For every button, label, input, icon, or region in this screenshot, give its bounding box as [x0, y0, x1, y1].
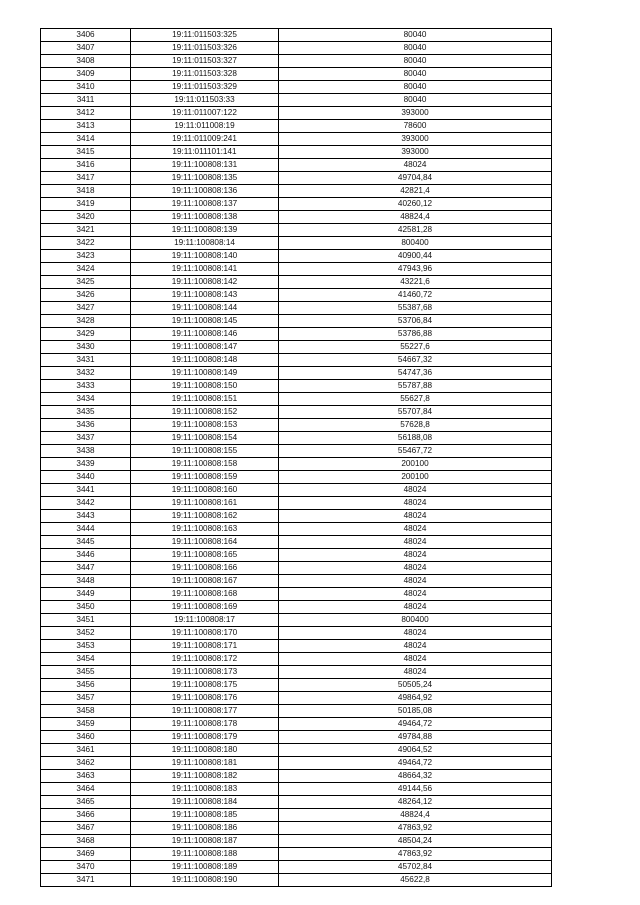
value-cell: 48024 — [279, 523, 552, 536]
cadastral-number-cell: 19:11:100808:188 — [131, 848, 279, 861]
row-number-cell: 3431 — [41, 354, 131, 367]
value-cell: 48024 — [279, 601, 552, 614]
table-row — [41, 822, 552, 835]
row-number-cell: 3446 — [41, 549, 131, 562]
table-row — [41, 874, 552, 887]
table-row — [41, 549, 552, 562]
row-number-cell: 3427 — [41, 302, 131, 315]
table-row — [41, 770, 552, 783]
value-cell: 393000 — [279, 146, 552, 159]
cadastral-value-table — [40, 28, 552, 887]
table-row — [41, 835, 552, 848]
cadastral-number-cell: 19:11:100808:131 — [131, 159, 279, 172]
value-cell: 78600 — [279, 120, 552, 133]
table-row — [41, 458, 552, 471]
value-cell: 49704,84 — [279, 172, 552, 185]
cadastral-number-cell: 19:11:100808:150 — [131, 380, 279, 393]
value-cell: 42581,28 — [279, 224, 552, 237]
cadastral-number-cell: 19:11:100808:187 — [131, 835, 279, 848]
row-number-cell: 3448 — [41, 575, 131, 588]
value-cell: 49864,92 — [279, 692, 552, 705]
table-row — [41, 575, 552, 588]
row-number-cell: 3417 — [41, 172, 131, 185]
table-row — [41, 159, 552, 172]
value-cell: 55787,88 — [279, 380, 552, 393]
cadastral-number-cell: 19:11:100808:144 — [131, 302, 279, 315]
cadastral-number-cell: 19:11:100808:159 — [131, 471, 279, 484]
table-row — [41, 523, 552, 536]
table-row — [41, 614, 552, 627]
row-number-cell: 3428 — [41, 315, 131, 328]
cadastral-number-cell: 19:11:100808:162 — [131, 510, 279, 523]
table-row — [41, 718, 552, 731]
cadastral-number-cell: 19:11:100808:17 — [131, 614, 279, 627]
cadastral-number-cell: 19:11:100808:179 — [131, 731, 279, 744]
cadastral-number-cell: 19:11:100808:151 — [131, 393, 279, 406]
cadastral-number-cell: 19:11:100808:146 — [131, 328, 279, 341]
value-cell: 200100 — [279, 458, 552, 471]
table-row — [41, 640, 552, 653]
cadastral-number-cell: 19:11:100808:145 — [131, 315, 279, 328]
value-cell: 55227,6 — [279, 341, 552, 354]
cadastral-number-cell: 19:11:011503:325 — [131, 29, 279, 42]
cadastral-number-cell: 19:11:100808:141 — [131, 263, 279, 276]
value-cell: 49464,72 — [279, 718, 552, 731]
row-number-cell: 3453 — [41, 640, 131, 653]
cadastral-number-cell: 19:11:011101:141 — [131, 146, 279, 159]
row-number-cell: 3414 — [41, 133, 131, 146]
table-row — [41, 328, 552, 341]
table-row — [41, 185, 552, 198]
cadastral-number-cell: 19:11:100808:190 — [131, 874, 279, 887]
row-number-cell: 3407 — [41, 42, 131, 55]
table-row — [41, 848, 552, 861]
value-cell: 48024 — [279, 562, 552, 575]
cadastral-number-cell: 19:11:011503:33 — [131, 94, 279, 107]
cadastral-number-cell: 19:11:100808:177 — [131, 705, 279, 718]
table-row — [41, 809, 552, 822]
row-number-cell: 3465 — [41, 796, 131, 809]
value-cell: 54747,36 — [279, 367, 552, 380]
row-number-cell: 3411 — [41, 94, 131, 107]
table-row — [41, 68, 552, 81]
table-row — [41, 744, 552, 757]
value-cell: 49144,56 — [279, 783, 552, 796]
cadastral-number-cell: 19:11:100808:161 — [131, 497, 279, 510]
table-row — [41, 29, 552, 42]
table-row — [41, 471, 552, 484]
row-number-cell: 3455 — [41, 666, 131, 679]
value-cell: 55387,68 — [279, 302, 552, 315]
table-row — [41, 367, 552, 380]
cadastral-number-cell: 19:11:100808:137 — [131, 198, 279, 211]
table-row — [41, 419, 552, 432]
cadastral-number-cell: 19:11:100808:142 — [131, 276, 279, 289]
row-number-cell: 3442 — [41, 497, 131, 510]
row-number-cell: 3458 — [41, 705, 131, 718]
value-cell: 56188,08 — [279, 432, 552, 445]
row-number-cell: 3437 — [41, 432, 131, 445]
value-cell: 43221,6 — [279, 276, 552, 289]
document-page — [40, 28, 551, 887]
value-cell: 48024 — [279, 627, 552, 640]
value-cell: 48024 — [279, 640, 552, 653]
value-cell: 47863,92 — [279, 848, 552, 861]
row-number-cell: 3468 — [41, 835, 131, 848]
row-number-cell: 3469 — [41, 848, 131, 861]
table-row — [41, 484, 552, 497]
table-row — [41, 406, 552, 419]
value-cell: 42821,4 — [279, 185, 552, 198]
cadastral-number-cell: 19:11:100808:154 — [131, 432, 279, 445]
cadastral-number-cell: 19:11:100808:185 — [131, 809, 279, 822]
cadastral-number-cell: 19:11:100808:189 — [131, 861, 279, 874]
value-cell: 45702,84 — [279, 861, 552, 874]
value-cell: 48664,32 — [279, 770, 552, 783]
row-number-cell: 3464 — [41, 783, 131, 796]
row-number-cell: 3459 — [41, 718, 131, 731]
table-row — [41, 510, 552, 523]
table-row — [41, 94, 552, 107]
table-row — [41, 133, 552, 146]
table-row — [41, 107, 552, 120]
cadastral-number-cell: 19:11:100808:153 — [131, 419, 279, 432]
value-cell: 57628,8 — [279, 419, 552, 432]
cadastral-number-cell: 19:11:100808:164 — [131, 536, 279, 549]
row-number-cell: 3422 — [41, 237, 131, 250]
row-number-cell: 3443 — [41, 510, 131, 523]
row-number-cell: 3425 — [41, 276, 131, 289]
cadastral-number-cell: 19:11:100808:149 — [131, 367, 279, 380]
table-row — [41, 276, 552, 289]
row-number-cell: 3470 — [41, 861, 131, 874]
row-number-cell: 3462 — [41, 757, 131, 770]
cadastral-number-cell: 19:11:100808:147 — [131, 341, 279, 354]
value-cell: 80040 — [279, 42, 552, 55]
row-number-cell: 3420 — [41, 211, 131, 224]
cadastral-number-cell: 19:11:100808:163 — [131, 523, 279, 536]
table-row — [41, 666, 552, 679]
row-number-cell: 3439 — [41, 458, 131, 471]
cadastral-number-cell: 19:11:100808:182 — [131, 770, 279, 783]
table-row — [41, 198, 552, 211]
row-number-cell: 3452 — [41, 627, 131, 640]
value-cell: 48824,4 — [279, 211, 552, 224]
value-cell: 80040 — [279, 94, 552, 107]
table-row — [41, 562, 552, 575]
row-number-cell: 3424 — [41, 263, 131, 276]
table-body — [41, 29, 552, 887]
table-row — [41, 601, 552, 614]
table-row — [41, 796, 552, 809]
cadastral-number-cell: 19:11:100808:139 — [131, 224, 279, 237]
table-row — [41, 380, 552, 393]
cadastral-number-cell: 19:11:100808:135 — [131, 172, 279, 185]
cadastral-number-cell: 19:11:100808:172 — [131, 653, 279, 666]
cadastral-number-cell: 19:11:100808:169 — [131, 601, 279, 614]
table-row — [41, 653, 552, 666]
table-row — [41, 146, 552, 159]
cadastral-number-cell: 19:11:100808:158 — [131, 458, 279, 471]
value-cell: 48024 — [279, 575, 552, 588]
cadastral-number-cell: 19:11:011009:241 — [131, 133, 279, 146]
value-cell: 48024 — [279, 666, 552, 679]
cadastral-number-cell: 19:11:100808:143 — [131, 289, 279, 302]
cadastral-number-cell: 19:11:100808:167 — [131, 575, 279, 588]
cadastral-number-cell: 19:11:100808:181 — [131, 757, 279, 770]
cadastral-number-cell: 19:11:011008:19 — [131, 120, 279, 133]
value-cell: 48024 — [279, 588, 552, 601]
cadastral-number-cell: 19:11:100808:183 — [131, 783, 279, 796]
row-number-cell: 3435 — [41, 406, 131, 419]
table-row — [41, 588, 552, 601]
cadastral-number-cell: 19:11:011503:329 — [131, 81, 279, 94]
row-number-cell: 3419 — [41, 198, 131, 211]
value-cell: 49464,72 — [279, 757, 552, 770]
row-number-cell: 3438 — [41, 445, 131, 458]
value-cell: 55707,84 — [279, 406, 552, 419]
row-number-cell: 3416 — [41, 159, 131, 172]
value-cell: 800400 — [279, 614, 552, 627]
row-number-cell: 3461 — [41, 744, 131, 757]
table-row — [41, 757, 552, 770]
row-number-cell: 3434 — [41, 393, 131, 406]
table-row — [41, 315, 552, 328]
table-row — [41, 432, 552, 445]
value-cell: 48824,4 — [279, 809, 552, 822]
table-row — [41, 627, 552, 640]
row-number-cell: 3456 — [41, 679, 131, 692]
cadastral-number-cell: 19:11:100808:140 — [131, 250, 279, 263]
value-cell: 53706,84 — [279, 315, 552, 328]
row-number-cell: 3406 — [41, 29, 131, 42]
value-cell: 47863,92 — [279, 822, 552, 835]
row-number-cell: 3415 — [41, 146, 131, 159]
cadastral-number-cell: 19:11:011503:327 — [131, 55, 279, 68]
value-cell: 48264,12 — [279, 796, 552, 809]
value-cell: 53786,88 — [279, 328, 552, 341]
value-cell: 48024 — [279, 159, 552, 172]
value-cell: 48504,24 — [279, 835, 552, 848]
cadastral-number-cell: 19:11:100808:173 — [131, 666, 279, 679]
table-row — [41, 237, 552, 250]
row-number-cell: 3457 — [41, 692, 131, 705]
table-row — [41, 536, 552, 549]
value-cell: 55627,8 — [279, 393, 552, 406]
cadastral-number-cell: 19:11:100808:155 — [131, 445, 279, 458]
table-row — [41, 679, 552, 692]
value-cell: 41460,72 — [279, 289, 552, 302]
value-cell: 80040 — [279, 29, 552, 42]
row-number-cell: 3423 — [41, 250, 131, 263]
row-number-cell: 3408 — [41, 55, 131, 68]
cadastral-number-cell: 19:11:011007:122 — [131, 107, 279, 120]
cadastral-number-cell: 19:11:100808:171 — [131, 640, 279, 653]
value-cell: 393000 — [279, 133, 552, 146]
row-number-cell: 3463 — [41, 770, 131, 783]
cadastral-number-cell: 19:11:100808:186 — [131, 822, 279, 835]
cadastral-number-cell: 19:11:100808:152 — [131, 406, 279, 419]
row-number-cell: 3444 — [41, 523, 131, 536]
table-row — [41, 42, 552, 55]
table-row — [41, 497, 552, 510]
value-cell: 80040 — [279, 55, 552, 68]
cadastral-number-cell: 19:11:100808:14 — [131, 237, 279, 250]
cadastral-number-cell: 19:11:100808:148 — [131, 354, 279, 367]
value-cell: 48024 — [279, 549, 552, 562]
row-number-cell: 3429 — [41, 328, 131, 341]
value-cell: 54667,32 — [279, 354, 552, 367]
value-cell: 50185,08 — [279, 705, 552, 718]
cadastral-number-cell: 19:11:100808:168 — [131, 588, 279, 601]
row-number-cell: 3449 — [41, 588, 131, 601]
row-number-cell: 3432 — [41, 367, 131, 380]
table-row — [41, 731, 552, 744]
cadastral-number-cell: 19:11:100808:176 — [131, 692, 279, 705]
value-cell: 48024 — [279, 484, 552, 497]
row-number-cell: 3471 — [41, 874, 131, 887]
table-row — [41, 341, 552, 354]
row-number-cell: 3450 — [41, 601, 131, 614]
row-number-cell: 3412 — [41, 107, 131, 120]
row-number-cell: 3409 — [41, 68, 131, 81]
value-cell: 40900,44 — [279, 250, 552, 263]
row-number-cell: 3436 — [41, 419, 131, 432]
table-row — [41, 393, 552, 406]
cadastral-number-cell: 19:11:100808:184 — [131, 796, 279, 809]
cadastral-number-cell: 19:11:011503:326 — [131, 42, 279, 55]
cadastral-number-cell: 19:11:100808:180 — [131, 744, 279, 757]
row-number-cell: 3421 — [41, 224, 131, 237]
row-number-cell: 3426 — [41, 289, 131, 302]
table-row — [41, 120, 552, 133]
cadastral-number-cell: 19:11:100808:166 — [131, 562, 279, 575]
cadastral-number-cell: 19:11:100808:165 — [131, 549, 279, 562]
table-row — [41, 692, 552, 705]
value-cell: 50505,24 — [279, 679, 552, 692]
table-row — [41, 263, 552, 276]
cadastral-number-cell: 19:11:100808:160 — [131, 484, 279, 497]
row-number-cell: 3445 — [41, 536, 131, 549]
table-row — [41, 783, 552, 796]
table-row — [41, 445, 552, 458]
row-number-cell: 3467 — [41, 822, 131, 835]
value-cell: 45622,8 — [279, 874, 552, 887]
value-cell: 47943,96 — [279, 263, 552, 276]
row-number-cell: 3447 — [41, 562, 131, 575]
cadastral-number-cell: 19:11:100808:136 — [131, 185, 279, 198]
row-number-cell: 3466 — [41, 809, 131, 822]
value-cell: 48024 — [279, 653, 552, 666]
row-number-cell: 3413 — [41, 120, 131, 133]
row-number-cell: 3451 — [41, 614, 131, 627]
value-cell: 49784,88 — [279, 731, 552, 744]
table-row — [41, 211, 552, 224]
cadastral-number-cell: 19:11:011503:328 — [131, 68, 279, 81]
cadastral-number-cell: 19:11:100808:170 — [131, 627, 279, 640]
table-row — [41, 354, 552, 367]
table-row — [41, 302, 552, 315]
value-cell: 200100 — [279, 471, 552, 484]
cadastral-number-cell: 19:11:100808:178 — [131, 718, 279, 731]
table-row — [41, 81, 552, 94]
value-cell: 393000 — [279, 107, 552, 120]
value-cell: 800400 — [279, 237, 552, 250]
cadastral-number-cell: 19:11:100808:138 — [131, 211, 279, 224]
row-number-cell: 3433 — [41, 380, 131, 393]
value-cell: 49064,52 — [279, 744, 552, 757]
value-cell: 80040 — [279, 81, 552, 94]
row-number-cell: 3454 — [41, 653, 131, 666]
table-row — [41, 705, 552, 718]
row-number-cell: 3440 — [41, 471, 131, 484]
table-row — [41, 861, 552, 874]
value-cell: 55467,72 — [279, 445, 552, 458]
row-number-cell: 3418 — [41, 185, 131, 198]
cadastral-number-cell: 19:11:100808:175 — [131, 679, 279, 692]
row-number-cell: 3441 — [41, 484, 131, 497]
table-row — [41, 224, 552, 237]
value-cell: 40260,12 — [279, 198, 552, 211]
table-row — [41, 289, 552, 302]
value-cell: 48024 — [279, 536, 552, 549]
value-cell: 48024 — [279, 497, 552, 510]
table-row — [41, 250, 552, 263]
row-number-cell: 3410 — [41, 81, 131, 94]
value-cell: 80040 — [279, 68, 552, 81]
row-number-cell: 3460 — [41, 731, 131, 744]
table-row — [41, 172, 552, 185]
row-number-cell: 3430 — [41, 341, 131, 354]
value-cell: 48024 — [279, 510, 552, 523]
table-row — [41, 55, 552, 68]
